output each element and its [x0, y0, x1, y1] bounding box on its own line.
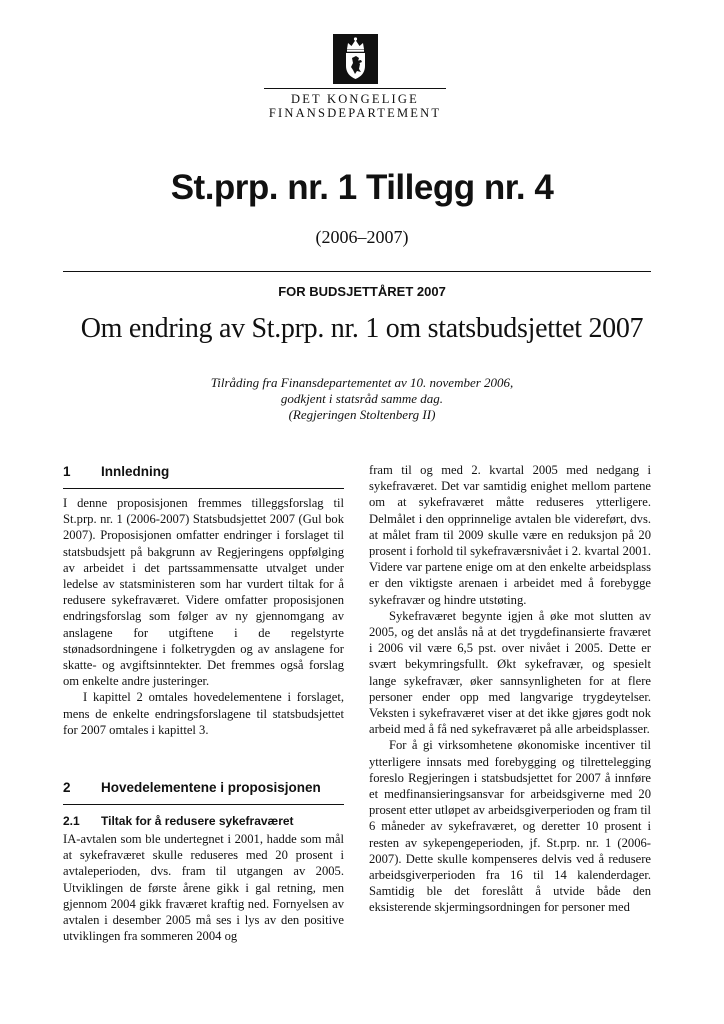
subsection-title: Tiltak for å redusere sykefraværet [101, 813, 294, 828]
dept-line-2: FINANSDEPARTEMENT [268, 106, 442, 120]
paragraph: fram til og med 2. kvartal 2005 med nedgang i sykefraværet. Det var samtidig enighet mellom partene om at sykefraværet måtte reduseres ytterligere. Delmålet i den opprinnelige avtalen ble videreført, dvs. at målet fram til 2009 skulle være en reduksjon på 20 prosent i forhold til sykefraværsnivået i 2. kvartal 2001. Videre var partene enige om at den enkelte arbeidsplass er den viktigste arenaen i arbeidet med å forebygge sykefravær og hindre utstøting. [369, 463, 651, 607]
section-title: Hovedelementene i proposisjonen [101, 779, 321, 795]
paragraph: For å gi virksomhetene økonomiske incentiver til ytterligere innsats med forebygging og tilrettelegging foreslo Regjeringen i statsbudsjettet for 2007 å innføre et medfinansieringsansvar for arbeidsgiverne med 20 prosent etter utløpet av arbeidsgiverperioden og fram til 6 måneder av sykefraværet, og deretter 10 prosent i resten av sykepengeperioden, jf. St.prp. nr. 1 (2006-2007). Dette skulle kompenseres delvis ved å redusere arbeidsgiverperioden fra 16 til 14 kalenderdager. Samtidig ble det foreslått å utvide både den eksisterende skjermingsordningen for personer med [369, 738, 651, 915]
department-name [264, 88, 446, 120]
document-subject: Om endring av St.prp. nr. 1 om statsbudsjettet 2007 [80, 313, 644, 344]
budget-year-label: FOR BUDSJETTÅRET 2007 [278, 284, 446, 299]
section-1-heading [63, 462, 344, 489]
meta-line-1: Tilråding fra Finansdepartementet av 10. november 2006, [210, 375, 514, 390]
meta-line-2: godkjent i statsråd samme dag. [280, 391, 444, 406]
divider [264, 88, 446, 89]
section-number: 2 [63, 779, 71, 795]
title-rule [63, 271, 651, 272]
meta-line-3: (Regjeringen Stoltenberg II) [288, 407, 436, 422]
dept-line-1: DET KONGELIGE [290, 92, 419, 106]
subsection-number: 2.1 [63, 813, 80, 828]
section-number: 1 [63, 463, 71, 479]
paragraph: I denne proposisjonen fremmes tilleggsforslag til St.prp. nr. 1 (2006-2007) Statsbudsjettet 2007 (Gul bok 2007). Proposisjonen omfatter endringer i forslaget til statsbudsjett på bakgrunn av Regjeringens oppfølging av arbeidet i det partssammensatte utvalget under ledelse av statsministeren som har vurdert tiltak for å redusere sykefraværet. Videre omfatter proposisjonen endringsforslag som følger av ny gjennomgang av anslagene for utgiftene i de regelstyrte stønadsordningene i folketrygden og av anslagene for skatte- og avgiftsinntekter. Det fremmes også forslag om enkelte andre justeringer. [63, 496, 344, 689]
session-years: (2006–2007) [315, 227, 409, 247]
coat-of-arms-logo [333, 34, 378, 84]
paragraph: Sykefraværet begynte igjen å øke mot slutten av 2005, og det anslås nå at det trygdefinansierte fraværet i 2006 vil være 6,5 pst. over nivået i 2005. Dette er svært bekymringsfullt. Økt sykefravær, og spesielt lange sykefravær, øker sannsynligheten for at flere personer ender opp med langvarige trygdeytelser. Veksten i sykefraværet viser at det ikke gjøres godt nok arbeid med å få ned sykefraværet på alle arbeidsplasser. [369, 608, 651, 737]
paragraph: IA-avtalen som ble undertegnet i 2001, hadde som mål at sykefraværet skulle reduseres med 20 prosent i avtaleperioden, dvs. fram til utgangen av 2005. Utviklingen de første årene gikk i gal retning, men gjennom 2004 gikk fraværet kraftig ned. Fornyelsen av avtalen i desember 2005 må ses i lys av den positive utviklingen fra sommeren 2004 og [63, 832, 344, 944]
subsection-2-1-heading [63, 811, 344, 831]
section-2-heading [63, 778, 344, 805]
spacer [63, 738, 344, 778]
page-title: St.prp. nr. 1 Tillegg nr. 4 [170, 168, 554, 207]
norwegian-coat-of-arms-icon [333, 34, 378, 84]
left-column [63, 462, 344, 944]
paragraph: I kapittel 2 omtales hovedelementene i forslaget, mens de enkelte endringsforslagene til statsbudsjettet for 2007 omtales i kapittel 3. [63, 690, 344, 737]
approval-meta [0, 375, 724, 423]
right-column [369, 462, 651, 916]
section-title: Innledning [101, 463, 170, 479]
